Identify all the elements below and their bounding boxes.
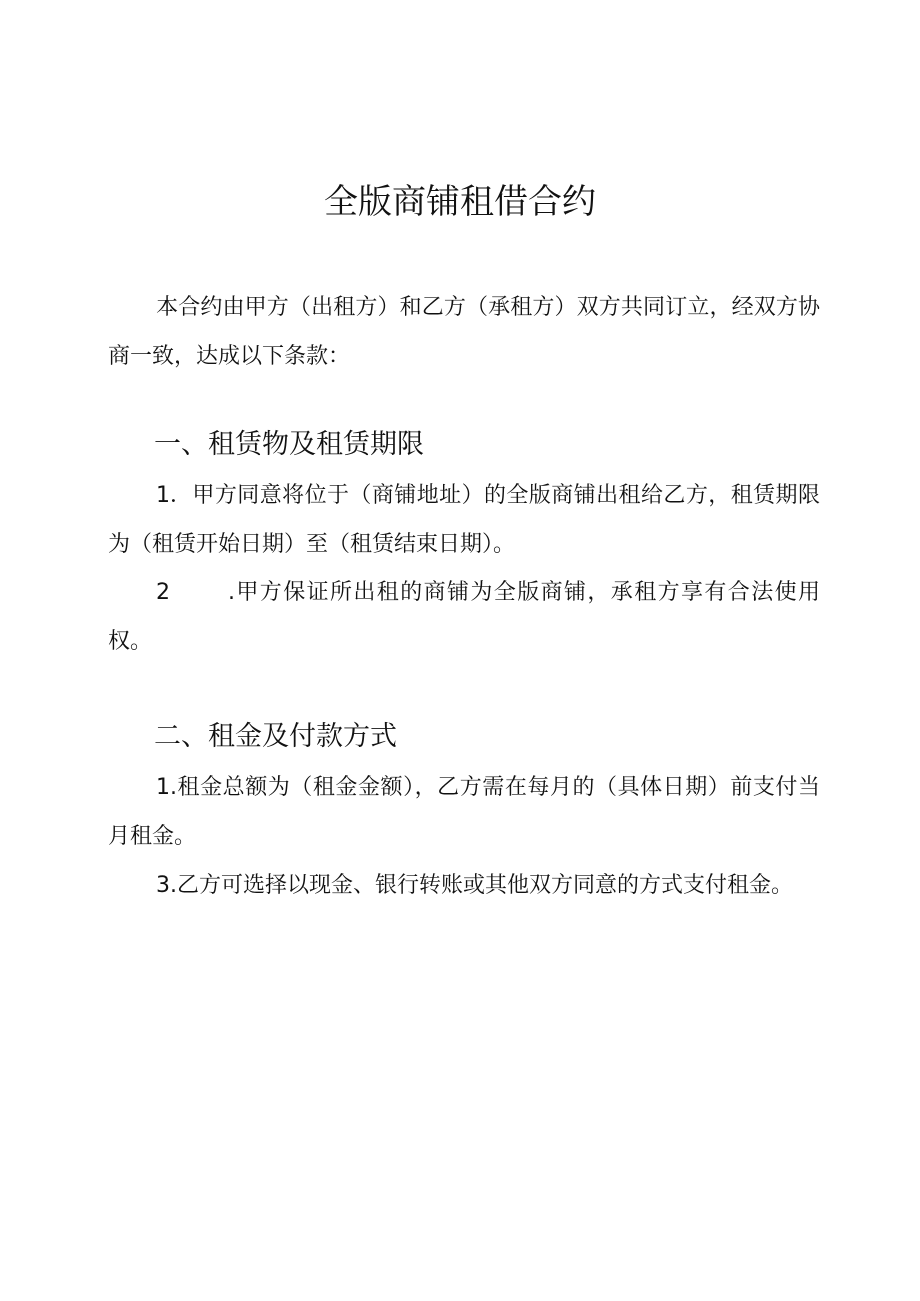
section-1-item-1 <box>108 471 820 569</box>
item-text: .乙方可选择以现金、银行转账或其他双方同意的方式支付租金。 <box>170 873 793 898</box>
item-number: 3 <box>156 873 170 898</box>
item-number: 2 <box>156 580 170 605</box>
section-2-item-1 <box>108 763 820 861</box>
item-text: 甲方同意将位于（商铺地址）的全版商铺出租给乙方，租赁期限为（租赁开始日期）至（租赁结束日期）。 <box>108 483 820 557</box>
item-number: 1. <box>156 775 177 800</box>
item-text: .甲方保证所出租的商铺为全版商铺，承租方享有合法使用权。 <box>108 580 820 654</box>
section-1-item-2 <box>108 568 820 666</box>
intro-text: 本合约由甲方（出租方）和乙方（承租方）双方共同订立，经双方协商一致，达成以下条款： <box>108 295 820 369</box>
document-title: 全版商铺租借合约 <box>324 182 596 222</box>
section-heading-2: 二、租金及付款方式 <box>154 721 397 752</box>
intro-paragraph <box>108 283 820 381</box>
item-number: 1． <box>156 483 192 508</box>
section-heading-1: 一、租赁物及租赁期限 <box>154 429 424 460</box>
item-text: 租金总额为（租金金额），乙方需在每月的（具体日期）前支付当月租金。 <box>108 775 820 849</box>
section-2-item-2 <box>108 861 820 910</box>
